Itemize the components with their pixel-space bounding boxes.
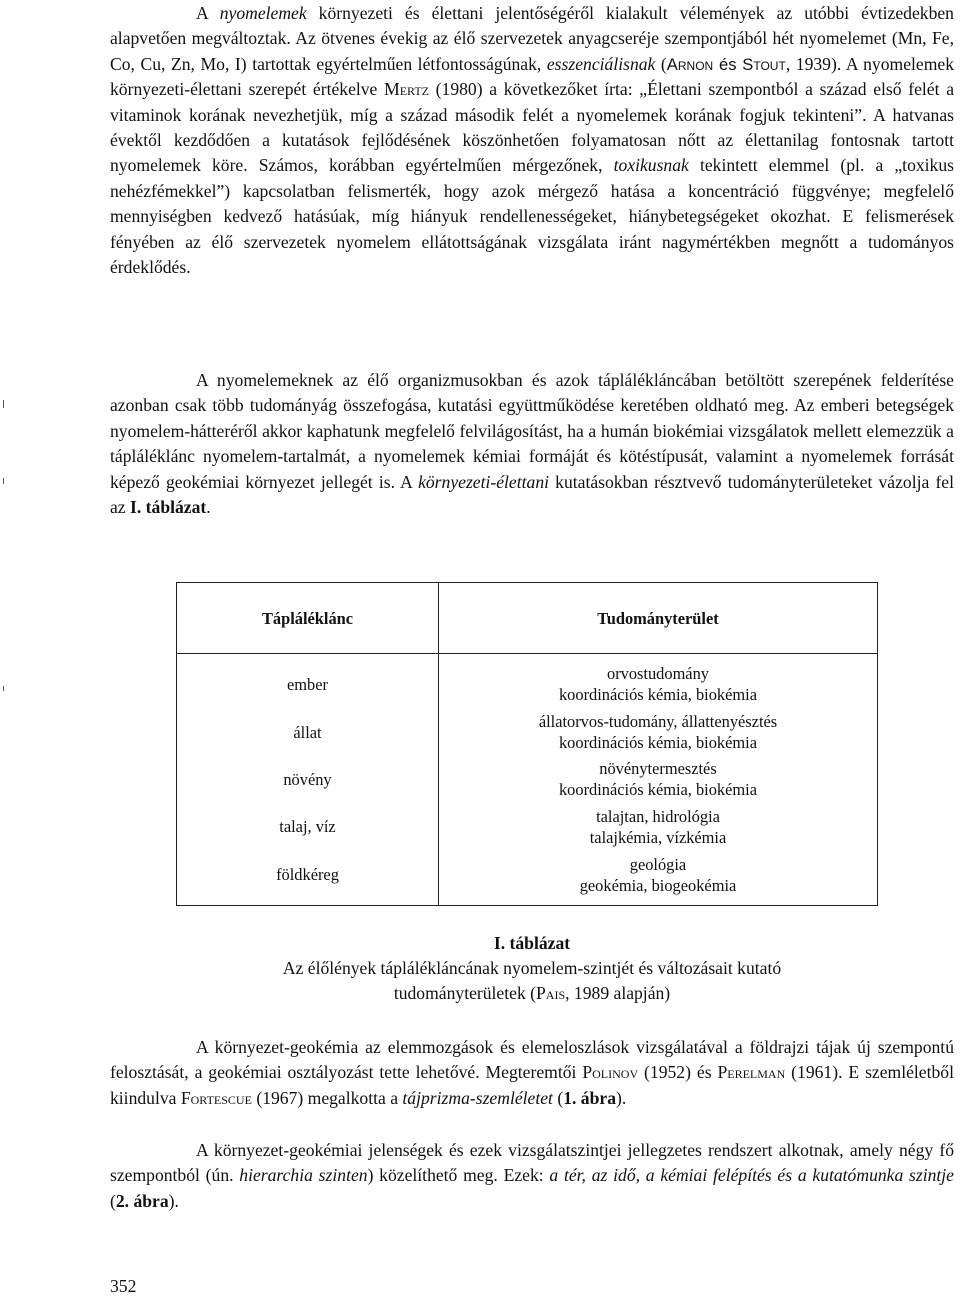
text-run: (1952) és	[638, 1062, 718, 1083]
discipline-cell	[439, 803, 878, 850]
figure-reference: 2. ábra	[115, 1190, 169, 1211]
figure-reference: 1. ábra	[563, 1087, 616, 1108]
table-header-food-chain: Tápláléklánc	[177, 583, 439, 654]
discipline-line: orvostudomány	[607, 664, 709, 684]
food-chain-table	[176, 582, 878, 906]
text-run: (1967) megalkotta a	[251, 1087, 403, 1108]
paragraph-3	[110, 1035, 954, 1111]
text-run: ) közelíthető meg. Ezek:	[367, 1165, 550, 1186]
italic-term: tájprizma-szemléletet	[402, 1087, 553, 1108]
paragraph-2	[110, 368, 954, 520]
scan-mark	[3, 400, 4, 408]
table-reference: I. táblázat	[130, 497, 207, 518]
discipline-line: geokémia, biogeokémia	[579, 875, 737, 895]
text-run: kutatásokban résztvevő tudományterületeket vázolja fel az	[110, 471, 954, 518]
table-row	[177, 708, 878, 755]
text-run: (	[110, 1190, 116, 1211]
text-run: (	[655, 53, 667, 74]
text-run: (1980) a következőket írta: „Élettani szempontból a század első felét a vitaminok korának nevezhetjük, míg a század második felét a nyomelemek korának fogjuk tekinteni”. A hatvanas évektől kezdődően a kutatások fejlődésének köszönhetően folyamatosan nőtt az élettanilag fontosnak tartott nyomelemek köre. Számos, korábban egyértelműen mérgezőnek,	[110, 79, 954, 176]
text-run: tekintett elemmel (pl. a „toxikus nehézfémekkel”) kapcsolatban felismerték, hogy azok mérgező hatása a koncentráció függvénye; megfelelő mennyiségben kedvező hatásúak, míg hiányuk rendellenességeket, hiánybetegségeket okozhat. E felismerések fényében az élő szervezetek nyomelem ellátottságának vizsgálata iránt nagymértékben megnőtt a tudományos érdeklődés.	[110, 155, 954, 278]
table-caption-line	[110, 981, 954, 1006]
food-chain-cell: talaj, víz	[177, 803, 439, 850]
discipline-line: geológia	[629, 854, 687, 874]
italic-term: környezeti-élettani	[418, 471, 550, 492]
text-run: ).	[615, 1087, 627, 1108]
author-name: Mertz	[384, 79, 429, 100]
discipline-line: állatorvos-tudomány, állattenyésztés	[538, 712, 778, 732]
discipline-line: talajtan, hidrológia	[596, 806, 720, 826]
scan-mark	[3, 686, 4, 691]
table-row	[177, 851, 878, 906]
author-name: Pais	[536, 983, 566, 1003]
discipline-line: koordinációs kémia, biokémia	[558, 780, 757, 800]
text-run: (	[552, 1087, 564, 1108]
author-name: Arnon	[666, 54, 714, 74]
table-header-discipline: Tudományterület	[439, 583, 878, 654]
text-run: A környezet-geokémia az elemmozgások és elemeloszlások vizsgálatával a földrajzi tájak új szempontú felosztását, a geokémiai osztályozást tette lehetővé. Megteremtői	[110, 1037, 954, 1083]
text-run: ).	[168, 1190, 179, 1211]
text-run: , 1989 alapján)	[565, 983, 671, 1003]
author-name: Stout	[742, 54, 786, 74]
paragraph-1	[110, 1, 954, 280]
food-chain-cell: állat	[177, 708, 439, 755]
table-caption-line: Az élőlények táplálékláncának nyomelem-szintjét és változásait kutató	[282, 958, 782, 978]
text-run: (1961). E szemléletből kiindulva	[110, 1062, 954, 1108]
table-caption-number: I. táblázat	[493, 933, 571, 953]
author-name: Perelman	[717, 1062, 786, 1083]
food-chain-cell: ember	[177, 654, 439, 709]
italic-term: toxikusnak	[613, 155, 689, 176]
discipline-line: koordinációs kémia, biokémia	[558, 685, 757, 705]
food-chain-cell: földkéreg	[177, 851, 439, 906]
italic-term: a tér, az idő, a kémiai felépítés és a kutatómunka szintje	[549, 1165, 954, 1186]
text-run: .	[206, 497, 211, 518]
text-run: A nyomelemeknek az élő organizmusokban és azok táplálékláncában betöltött szerepének felderítése azonban csak több tudományág összefogása, kutatási együttműködése keretében oldható meg. Az emberi betegségek nyomelem-hátteréről akkor kaphatunk megfelelő felvilágosítást, ha a humán biokémiai vizsgálatok mellett elemezzük a tápláléklánc nyomelem-tartalmát, a nyomelemek kémiai formáját és kötéstípusát, valamint a nyomelemek forrását képező geokémiai környezet jellegét is. A	[110, 370, 954, 492]
author-name: Polinov	[582, 1062, 639, 1083]
text-run: A	[196, 3, 220, 23]
italic-term: hierarchia szinten	[239, 1165, 368, 1186]
italic-term: nyomelemek	[219, 3, 307, 23]
table-row	[177, 756, 878, 803]
table-row	[177, 654, 878, 709]
food-chain-cell: növény	[177, 756, 439, 803]
text-run: A környezet-geokémiai jelenségek és ezek vizsgálatszintjei jellegzetes rendszert alkotnak, amely négy fő szempontból (ún.	[110, 1140, 954, 1186]
table-row	[177, 803, 878, 850]
discipline-cell	[439, 708, 878, 755]
page-number: 352	[110, 1276, 137, 1296]
text-run: és	[713, 54, 743, 74]
discipline-line: talajkémia, vízkémia	[589, 827, 727, 847]
paragraph-4	[110, 1138, 954, 1214]
scan-mark	[3, 478, 4, 484]
discipline-line: koordinációs kémia, biokémia	[558, 733, 757, 753]
text-run: tudományterületek (	[393, 983, 536, 1003]
table-caption	[110, 931, 954, 1006]
discipline-cell	[439, 756, 878, 803]
text-run: környezeti és élettani jelentőségéről kialakult vélemények az utóbbi évtizedekben alapvetően megváltoztak. Az ötvenes évekig az élő szervezetek anyagcseréje szempontjából hét nyomelemet (Mn, Fe, Co, Cu, Zn, Mo, I) tartottak egyértelműen létfontosságúnak,	[110, 3, 954, 74]
text-run: , 1939). A nyomelemek környezeti-élettani szerepét értékelve	[110, 53, 954, 100]
discipline-cell	[439, 851, 878, 906]
author-name: Fortescue	[180, 1087, 252, 1108]
italic-term: esszenciálisnak	[546, 53, 656, 74]
discipline-line: növénytermesztés	[599, 759, 717, 779]
discipline-cell	[439, 654, 878, 709]
